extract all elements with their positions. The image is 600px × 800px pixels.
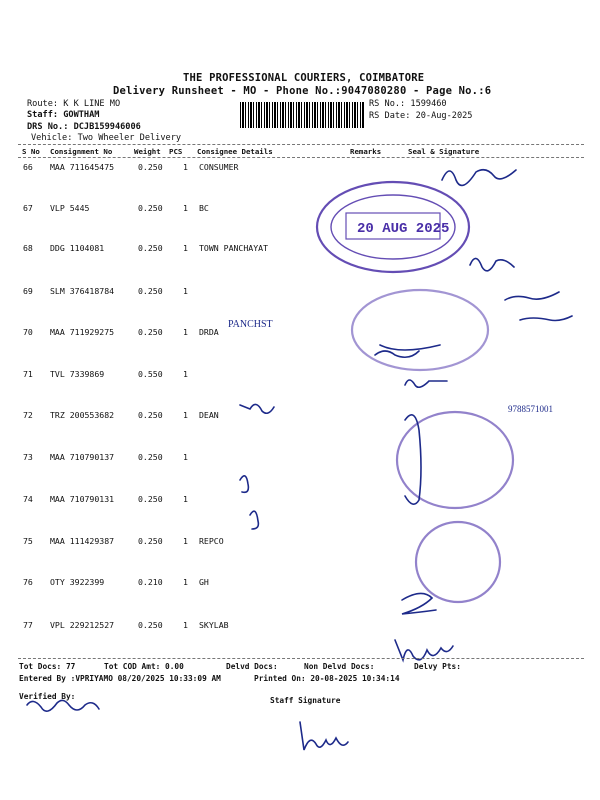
row-sno: 77 bbox=[23, 620, 33, 630]
tot-cod: Tot COD Amt: 0.00 bbox=[104, 662, 184, 671]
row-consignee: DEAN bbox=[199, 410, 219, 420]
row-consignment-no: TRZ 200553682 bbox=[50, 410, 115, 420]
row-sno: 72 bbox=[23, 410, 33, 420]
col-consignee: Consignee Details bbox=[197, 147, 273, 156]
handwriting-row72: 9788571001 bbox=[508, 404, 553, 414]
row-pcs: 1 bbox=[183, 286, 188, 296]
row-sno: 71 bbox=[23, 369, 33, 379]
delvd-docs: Delvd Docs: bbox=[226, 662, 278, 671]
row-pcs: 1 bbox=[183, 494, 188, 504]
row-pcs: 1 bbox=[183, 536, 188, 546]
footer-rule bbox=[18, 658, 584, 659]
row-consignee: BC bbox=[199, 203, 209, 213]
row-sno: 73 bbox=[23, 452, 33, 462]
row-pcs: 1 bbox=[183, 620, 188, 630]
row-weight: 0.250 bbox=[138, 162, 163, 172]
row-pcs: 1 bbox=[183, 203, 188, 213]
col-seal: Seal & Signature bbox=[408, 147, 480, 156]
row-consignment-no: DDG 1104081 bbox=[50, 243, 105, 253]
row-weight: 0.250 bbox=[138, 410, 163, 420]
row-consignment-no: VPL 229212527 bbox=[50, 620, 115, 630]
row-sno: 76 bbox=[23, 577, 33, 587]
col-weight: Weight bbox=[134, 147, 161, 156]
route-label: Route: K K LINE MO bbox=[27, 99, 121, 109]
runsheet-subtitle: Delivery Runsheet - MO - Phone No.:9047080280 - Page No.:6 bbox=[113, 85, 492, 97]
col-pcs: PCS bbox=[169, 147, 183, 156]
row-sno: 69 bbox=[23, 286, 33, 296]
row-consignment-no: SLM 376418784 bbox=[50, 286, 115, 296]
row-sno: 66 bbox=[23, 162, 33, 172]
non-delvd-docs: Non Delvd Docs: bbox=[304, 662, 375, 671]
row-consignee: GH bbox=[199, 577, 209, 587]
row-sno: 74 bbox=[23, 494, 33, 504]
row-consignee: REPCO bbox=[199, 536, 224, 546]
header-rule-top bbox=[18, 144, 584, 145]
entered-by: Entered By :VPRIYAMO 08/20/2025 10:33:09 AM bbox=[19, 674, 221, 683]
col-consignment: Consignment No bbox=[50, 147, 113, 156]
row-pcs: 1 bbox=[183, 162, 188, 172]
delvy-pts: Delvy Pts: bbox=[414, 662, 461, 671]
row-consignment-no: MAA 711929275 bbox=[50, 327, 115, 337]
row-sno: 75 bbox=[23, 536, 33, 546]
verified-by: Verified By: bbox=[19, 692, 76, 701]
row-weight: 0.250 bbox=[138, 536, 163, 546]
row-pcs: 1 bbox=[183, 410, 188, 420]
header-rule-bottom bbox=[18, 157, 584, 158]
row-consignee: TOWN PANCHAYAT bbox=[199, 243, 269, 253]
row-weight: 0.250 bbox=[138, 203, 163, 213]
row-pcs: 1 bbox=[183, 577, 188, 587]
row-weight: 0.210 bbox=[138, 577, 163, 587]
printed-on: Printed On: 20-08-2025 10:34:14 bbox=[254, 674, 400, 683]
row-consignment-no: MAA 111429387 bbox=[50, 536, 115, 546]
row-pcs: 1 bbox=[183, 369, 188, 379]
row-sno: 67 bbox=[23, 203, 33, 213]
row-consignment-no: MAA 711645475 bbox=[50, 162, 115, 172]
vehicle-label: Vehicle: Two Wheeler Delivery bbox=[31, 133, 182, 143]
row-weight: 0.250 bbox=[138, 494, 163, 504]
rs-date: RS Date: 20-Aug-2025 bbox=[369, 111, 473, 121]
col-sno: S No bbox=[22, 147, 40, 156]
row-weight: 0.250 bbox=[138, 620, 163, 630]
stamp-date: 20 AUG 2025 bbox=[357, 221, 450, 237]
row-consignment-no: MAA 710790131 bbox=[50, 494, 115, 504]
row-weight: 0.550 bbox=[138, 369, 163, 379]
handwriting-row70: PANCHST bbox=[228, 319, 273, 330]
staff-signature-label: Staff Signature bbox=[270, 696, 341, 705]
row-sno: 70 bbox=[23, 327, 33, 337]
company-title: THE PROFESSIONAL COURIERS, COIMBATORE bbox=[183, 72, 425, 84]
row-weight: 0.250 bbox=[138, 452, 163, 462]
row-sno: 68 bbox=[23, 243, 33, 253]
row-consignment-no: OTY 3922399 bbox=[50, 577, 105, 587]
row-weight: 0.250 bbox=[138, 286, 163, 296]
rs-number: RS No.: 1599460 bbox=[369, 99, 447, 109]
row-consignment-no: TVL 7339869 bbox=[50, 369, 105, 379]
row-pcs: 1 bbox=[183, 243, 188, 253]
row-consignee: DRDA bbox=[199, 327, 219, 337]
row-consignment-no: MAA 710790137 bbox=[50, 452, 115, 462]
barcode bbox=[240, 102, 365, 128]
staff-label: Staff: GOWTHAM bbox=[27, 110, 100, 120]
row-pcs: 1 bbox=[183, 327, 188, 337]
row-weight: 0.250 bbox=[138, 327, 163, 337]
drs-label: DRS No.: DCJB159946006 bbox=[27, 122, 141, 132]
row-consignee: CONSUMER bbox=[199, 162, 239, 172]
tot-docs: Tot Docs: 77 bbox=[19, 662, 76, 671]
row-weight: 0.250 bbox=[138, 243, 163, 253]
row-pcs: 1 bbox=[183, 452, 188, 462]
row-consignment-no: VLP 5445 bbox=[50, 203, 90, 213]
col-remarks: Remarks bbox=[350, 147, 382, 156]
row-consignee: SKYLAB bbox=[199, 620, 229, 630]
